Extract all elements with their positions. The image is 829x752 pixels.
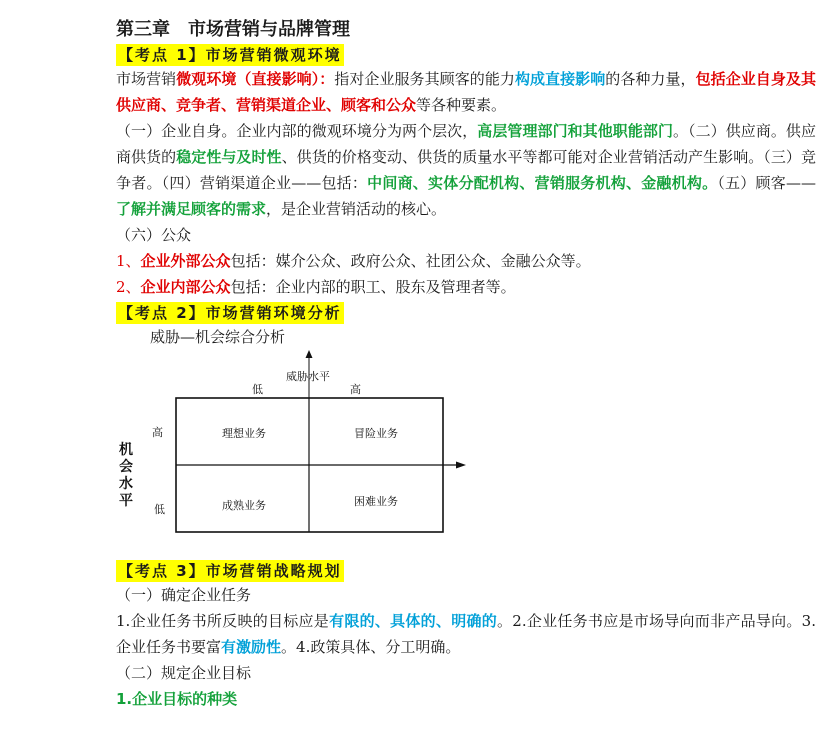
kp1-p2-customer-needs: 了解并满足顾客的需求	[116, 200, 267, 218]
kp1-p1-elements: 包括企业自身及其供应商、竞争者、营销渠道企业、顾客和公众	[116, 70, 816, 114]
kp1-p1-direct-impact: 构成直接影响	[514, 70, 606, 88]
kp1-p2-management: 高层管理部门和其他职能部门	[477, 122, 673, 140]
kp1-internal-num: 2、	[116, 278, 141, 296]
kp1-internal-label: 企业内部公众	[140, 278, 231, 296]
kp1-p2-text: （一）企业自身。企业内部的微观环境分为两个层次，	[116, 122, 478, 140]
kp1-p1-micro-environment: 微观环境（直接影响）：	[176, 70, 335, 88]
kp1-paragraph-2	[116, 118, 816, 222]
document-page	[116, 18, 816, 712]
kp1-p1-text: 指对企业服务其顾客的能力	[334, 70, 515, 88]
cell-mature-business: 成熟业务	[222, 499, 266, 512]
opportunity-axis-char-3: 水	[119, 476, 133, 492]
kp1-heading: 【考点 1】市场营销微观环境	[118, 46, 342, 64]
kp3-text: 。2.企业任务书应是市场导向而非产品导向。3.企业任务书要富	[116, 612, 816, 656]
kp1-external-label: 企业外部公众	[140, 252, 231, 270]
cell-difficult-business: 困难业务	[354, 495, 398, 508]
opportunity-low-label: 低	[154, 503, 165, 516]
kp1-p2-text: 、供货的价格变动、供货的质量水平等都可能对企业营销活动产生影响。（三）竞争者。（四）营销渠道企业——包括：	[116, 148, 816, 192]
chapter-title: 第三章 市场营销与品牌管理	[116, 19, 350, 40]
kp1-p2-text: ，是企业营销活动的核心。	[266, 200, 447, 218]
threat-low-label: 低	[252, 383, 263, 396]
kp3-heading: 【考点 3】市场营销战略规划	[118, 562, 342, 580]
kp1-internal-text: 包括：企业内部的职工、股东及管理者等。	[230, 278, 516, 296]
matrix-graphic	[116, 350, 816, 558]
opportunity-high-label: 高	[152, 426, 163, 439]
kp1-paragraph-1	[116, 66, 816, 118]
opportunity-axis-char-4: 平	[119, 493, 133, 509]
kp3-text: 1.企业任务书所反映的目标应是	[116, 612, 330, 630]
opportunity-axis-char-2: 会	[119, 459, 133, 475]
kp1-p1-text: 市场营销	[116, 70, 177, 88]
kp1-p1-text: 的各种力量，	[605, 70, 696, 88]
kp1-internal-public	[116, 274, 816, 300]
threat-high-label: 高	[350, 383, 361, 396]
kp1-external-text: 包括：媒介公众、政府公众、社团公众、金融公众等。	[230, 252, 591, 270]
kp3-limited-specific: 有限的、具体的、明确的	[329, 612, 498, 630]
cell-risky-business: 冒险业务	[354, 427, 398, 440]
kp1-p1-text: 等各种要素。	[416, 96, 507, 114]
kp3-motivational: 有激励性	[221, 638, 282, 656]
kp1-public-heading: （六）公众	[116, 226, 192, 244]
kp1-external-public	[116, 248, 816, 274]
opportunity-axis-char-1: 机	[119, 442, 133, 458]
kp1-p2-channels: 中间商、实体分配机构、营销服务机构、金融机构。	[367, 174, 718, 192]
threat-opportunity-matrix	[116, 350, 816, 558]
kp3-goal-types: 1.企业目标的种类	[116, 690, 238, 708]
kp1-p2-text: 。（二）供应商。供应商供货的	[116, 122, 816, 166]
threat-axis-label: 威胁水平	[286, 370, 330, 383]
kp3-section-1: （一）确定企业任务	[116, 586, 252, 604]
kp2-heading: 【考点 2】市场营销环境分析	[118, 304, 342, 322]
kp3-section-2: （二）规定企业目标	[116, 664, 252, 682]
kp3-text: 。4.政策具体、分工明确。	[281, 638, 461, 656]
opportunity-axis-arrowhead	[456, 462, 466, 469]
threat-axis-arrowhead	[306, 350, 313, 358]
kp1-p2-stability: 稳定性与及时性	[176, 148, 282, 166]
kp3-paragraph	[116, 608, 816, 660]
diagram-caption: 威胁—机会综合分析	[150, 328, 286, 346]
kp1-external-num: 1、	[116, 252, 141, 270]
kp1-p2-text: （五）顾客——	[717, 174, 816, 192]
cell-ideal-business: 理想业务	[222, 427, 266, 440]
